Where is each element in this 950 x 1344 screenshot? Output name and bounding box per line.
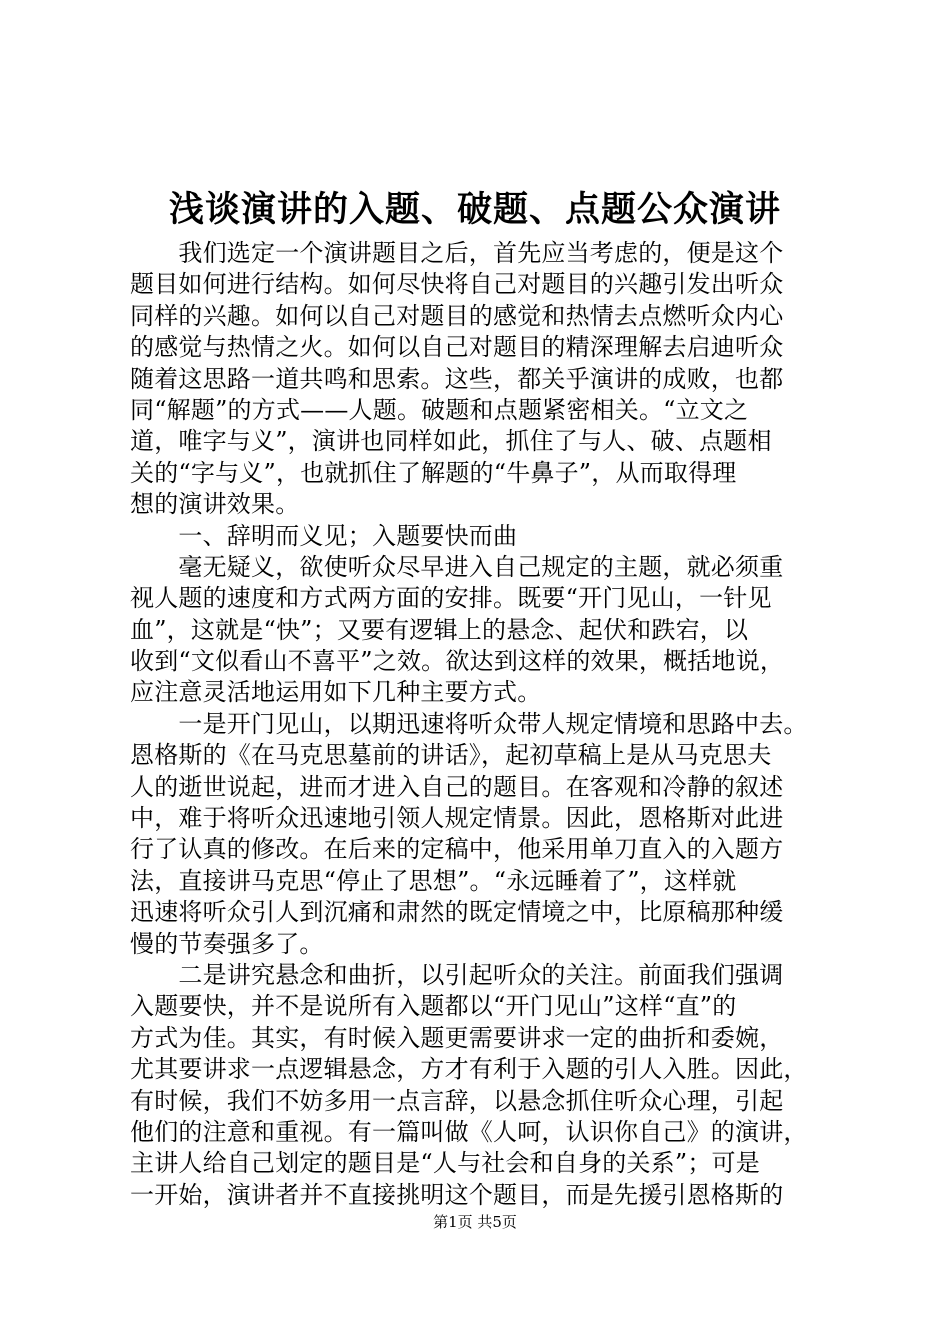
text-line: 有时候，我们不妨多用一点言辞，以悬念抓住听众心理，引起 [130,1086,784,1115]
text-line: 题目如何进行结构。如何尽快将自己对题目的兴趣引发出听众 [130,270,784,299]
text-line: 入题要快，并不是说所有入题都以“开门见山”这样“直”的 [130,992,737,1021]
text-line: 尤其要讲求一点逻辑悬念，方才有利于入题的引人入胜。因此， [130,1055,808,1084]
text-line: 同样的兴趣。如何以自己对题目的感觉和热情去点燃听众内心 [130,301,784,330]
page-indicator: 第1页 共5页 [433,1213,517,1231]
text-line: 行了认真的修改。在后来的定稿中，他采用单刀直入的入题方 [130,835,784,864]
text-line: 迅速将听众引人到沉痛和肃然的既定情境之中，比原稿那种缓 [130,898,784,927]
text-line: 的感觉与热情之火。如何以自己对题目的精深理解去启迪听众 [130,333,784,362]
text-line: 恩格斯的《在马克思墓前的讲话》，起初草稿上是从马克思夫 [130,741,772,770]
text-line: 法，直接讲马克思“停止了思想”。“永远睡着了”，这样就 [130,866,737,895]
text-line: 我们选定一个演讲题目之后，首先应当考虑的，便是这个 [130,239,784,267]
body-text [130,238,830,1211]
text-line: 收到“文似看山不喜平”之效。欲达到这样的效果，概括地说， [130,647,785,676]
text-line: 他们的注意和重视。有一篇叫做《人呵，认识你自己》的演讲， [130,1117,808,1146]
text-line: 一是开门见山，以期迅速将听众带人规定情境和思路中去。 [130,709,808,738]
text-line: 想的演讲效果。 [130,490,300,519]
page-footer [0,1212,950,1232]
text-line: 毫无疑义，欲使听众尽早进入自己规定的主题，就必须重 [130,552,784,581]
text-line: 同“解题”的方式——人题。破题和点题紧密相关。“立文之 [130,395,749,424]
text-line: 慢的节奏强多了。 [130,929,324,958]
text-line: 一开始，演讲者并不直接挑明这个题目，而是先援引恩格斯的 [130,1180,784,1209]
text-line: 随着这思路一道共鸣和思索。这些，都关乎演讲的成败，也都 [130,364,784,393]
text-line: 人的逝世说起，进而才进入自己的题目。在客观和冷静的叙述 [130,772,784,801]
text-line: 道，唯字与义”，演讲也同样如此，抓住了与人、破、点题相 [130,427,772,456]
text-line: 二是讲究悬念和曲折，以引起听众的关注。前面我们强调 [130,960,784,989]
text-line: 一、辞明而义见；入题要快而曲 [130,521,518,550]
text-line: 视人题的速度和方式两方面的安排。既要“开门见山，一针见 [130,584,772,613]
text-line: 关的“字与义”，也就抓住了解题的“牛鼻子”，从而取得理 [130,458,737,487]
text-line: 中，难于将听众迅速地引领人规定情景。因此，恩格斯对此进 [130,804,784,833]
page-title: 浅谈演讲的入题、破题、点题公众演讲 [168,189,781,230]
text-line: 方式为佳。其实，有时候入题更需要讲求一定的曲折和委婉， [130,1023,784,1052]
text-line: 应注意灵活地运用如下几种主要方式。 [130,678,542,707]
text-line: 主讲人给自己划定的题目是“人与社会和自身的关系”；可是 [130,1149,760,1178]
text-line: 血”，这就是“快”；又要有逻辑上的悬念、起伏和跌宕，以 [130,615,749,644]
